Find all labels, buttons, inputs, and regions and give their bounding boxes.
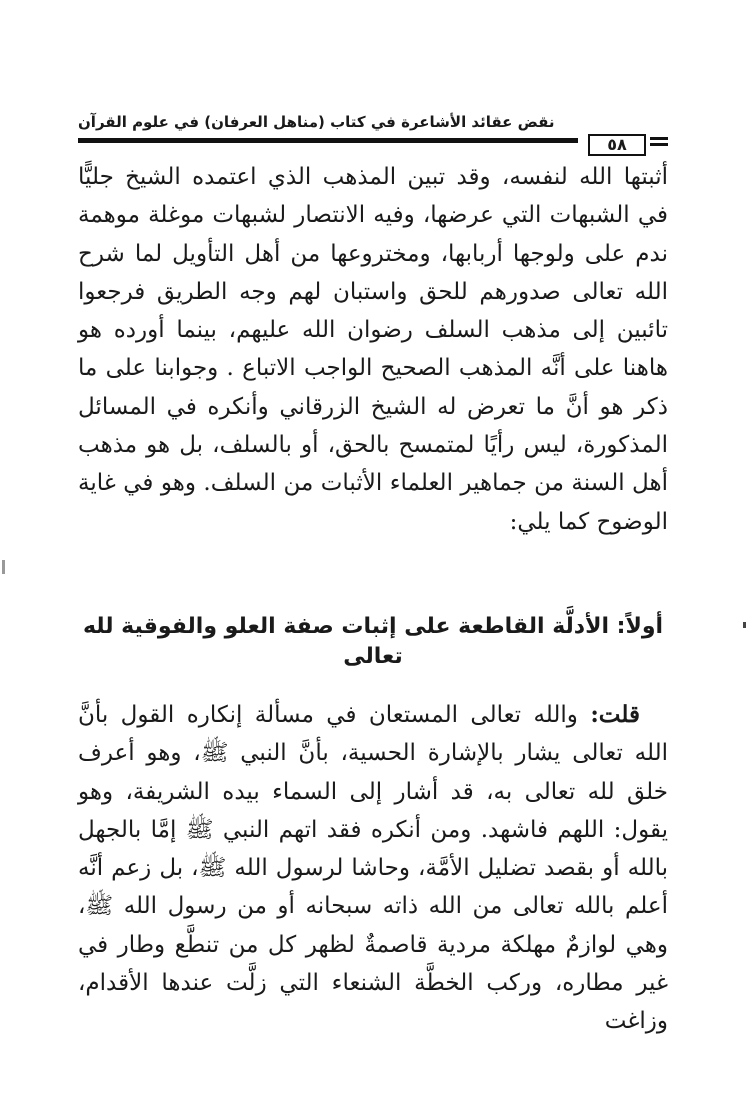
binding-mark (743, 622, 746, 628)
running-header (78, 112, 668, 132)
page-number: ٥٨ (588, 134, 646, 156)
section-heading: أولاً: الأدلَّة القاطعة على إثبات صفة العلو والفوقية لله تعالى (82, 614, 664, 669)
header-thick-rule (78, 138, 578, 143)
body-paragraph-1: أثبتها الله لنفسه، وقد تبين المذهب الذي اعتمده الشيخ جليًّا في الشبهات التي عرضها، وفيه الانتصار لشبهات موغلة موهمة ندم على ولوجها أربابها، ومختروعها من أهل التأويل لما شرح الله تعالى صدورهم للحق واستبان لهم وجه الطريق فرجعوا تائبين إلى مذهب السلف رضوان الله عليهم، بينما أورده هو هاهنا على أنَّه المذهب الصحيح الواجب الاتباع . وجوابنا على ما ذكر هو أنَّ ما تعرض له الشيخ الزرقاني وأنكره في المسائل المذكورة، ليس رأيًا لمتمسح بالحق، أو بالسلف، بل هو مذهب أهل السنة من جماهير العلماء الأثبات من السلف. وهو في غاية الوضوح كما يلي: (78, 164, 668, 535)
header-short-rule (650, 143, 668, 146)
body-paragraph-2 (78, 696, 668, 1041)
header-rule-bar (78, 134, 668, 154)
paragraph-lead-word: قلت: (590, 701, 640, 728)
paragraph-2-text: والله تعالى المستعان في مسألة إنكاره القول بأنَّ الله تعالى يشار بالإشارة الحسية، بأنَّ النبي ﷺ، وهو أعرف خلق لله تعالى به، قد أشار إلى السماء بيده الشريفة، وهو يقول: اللهم فاشهد. ومن أنكره فقد اتهم النبي ﷺ إمَّا بالجهل بالله أو بقصد تضليل الأمَّة، وحاشا لرسول الله ﷺ، بل زعم أنَّه أعلم بالله تعالى من الله ذاته سبحانه أو من رسول الله ﷺ، وهي لوازمٌ مهلكة مردية قاصمةٌ لظهر كل من تنطَّع وطار في غير مطاره، وركب الخطَّة الشنعاء التي زلَّت عندها الأقدام، وزاغت (78, 702, 668, 1035)
binding-mark (2, 560, 5, 574)
header-short-rule (650, 137, 668, 140)
running-title: نقض عقائد الأشاعرة في كتاب (مناهل العرفان) في علوم القرآن (78, 113, 555, 131)
